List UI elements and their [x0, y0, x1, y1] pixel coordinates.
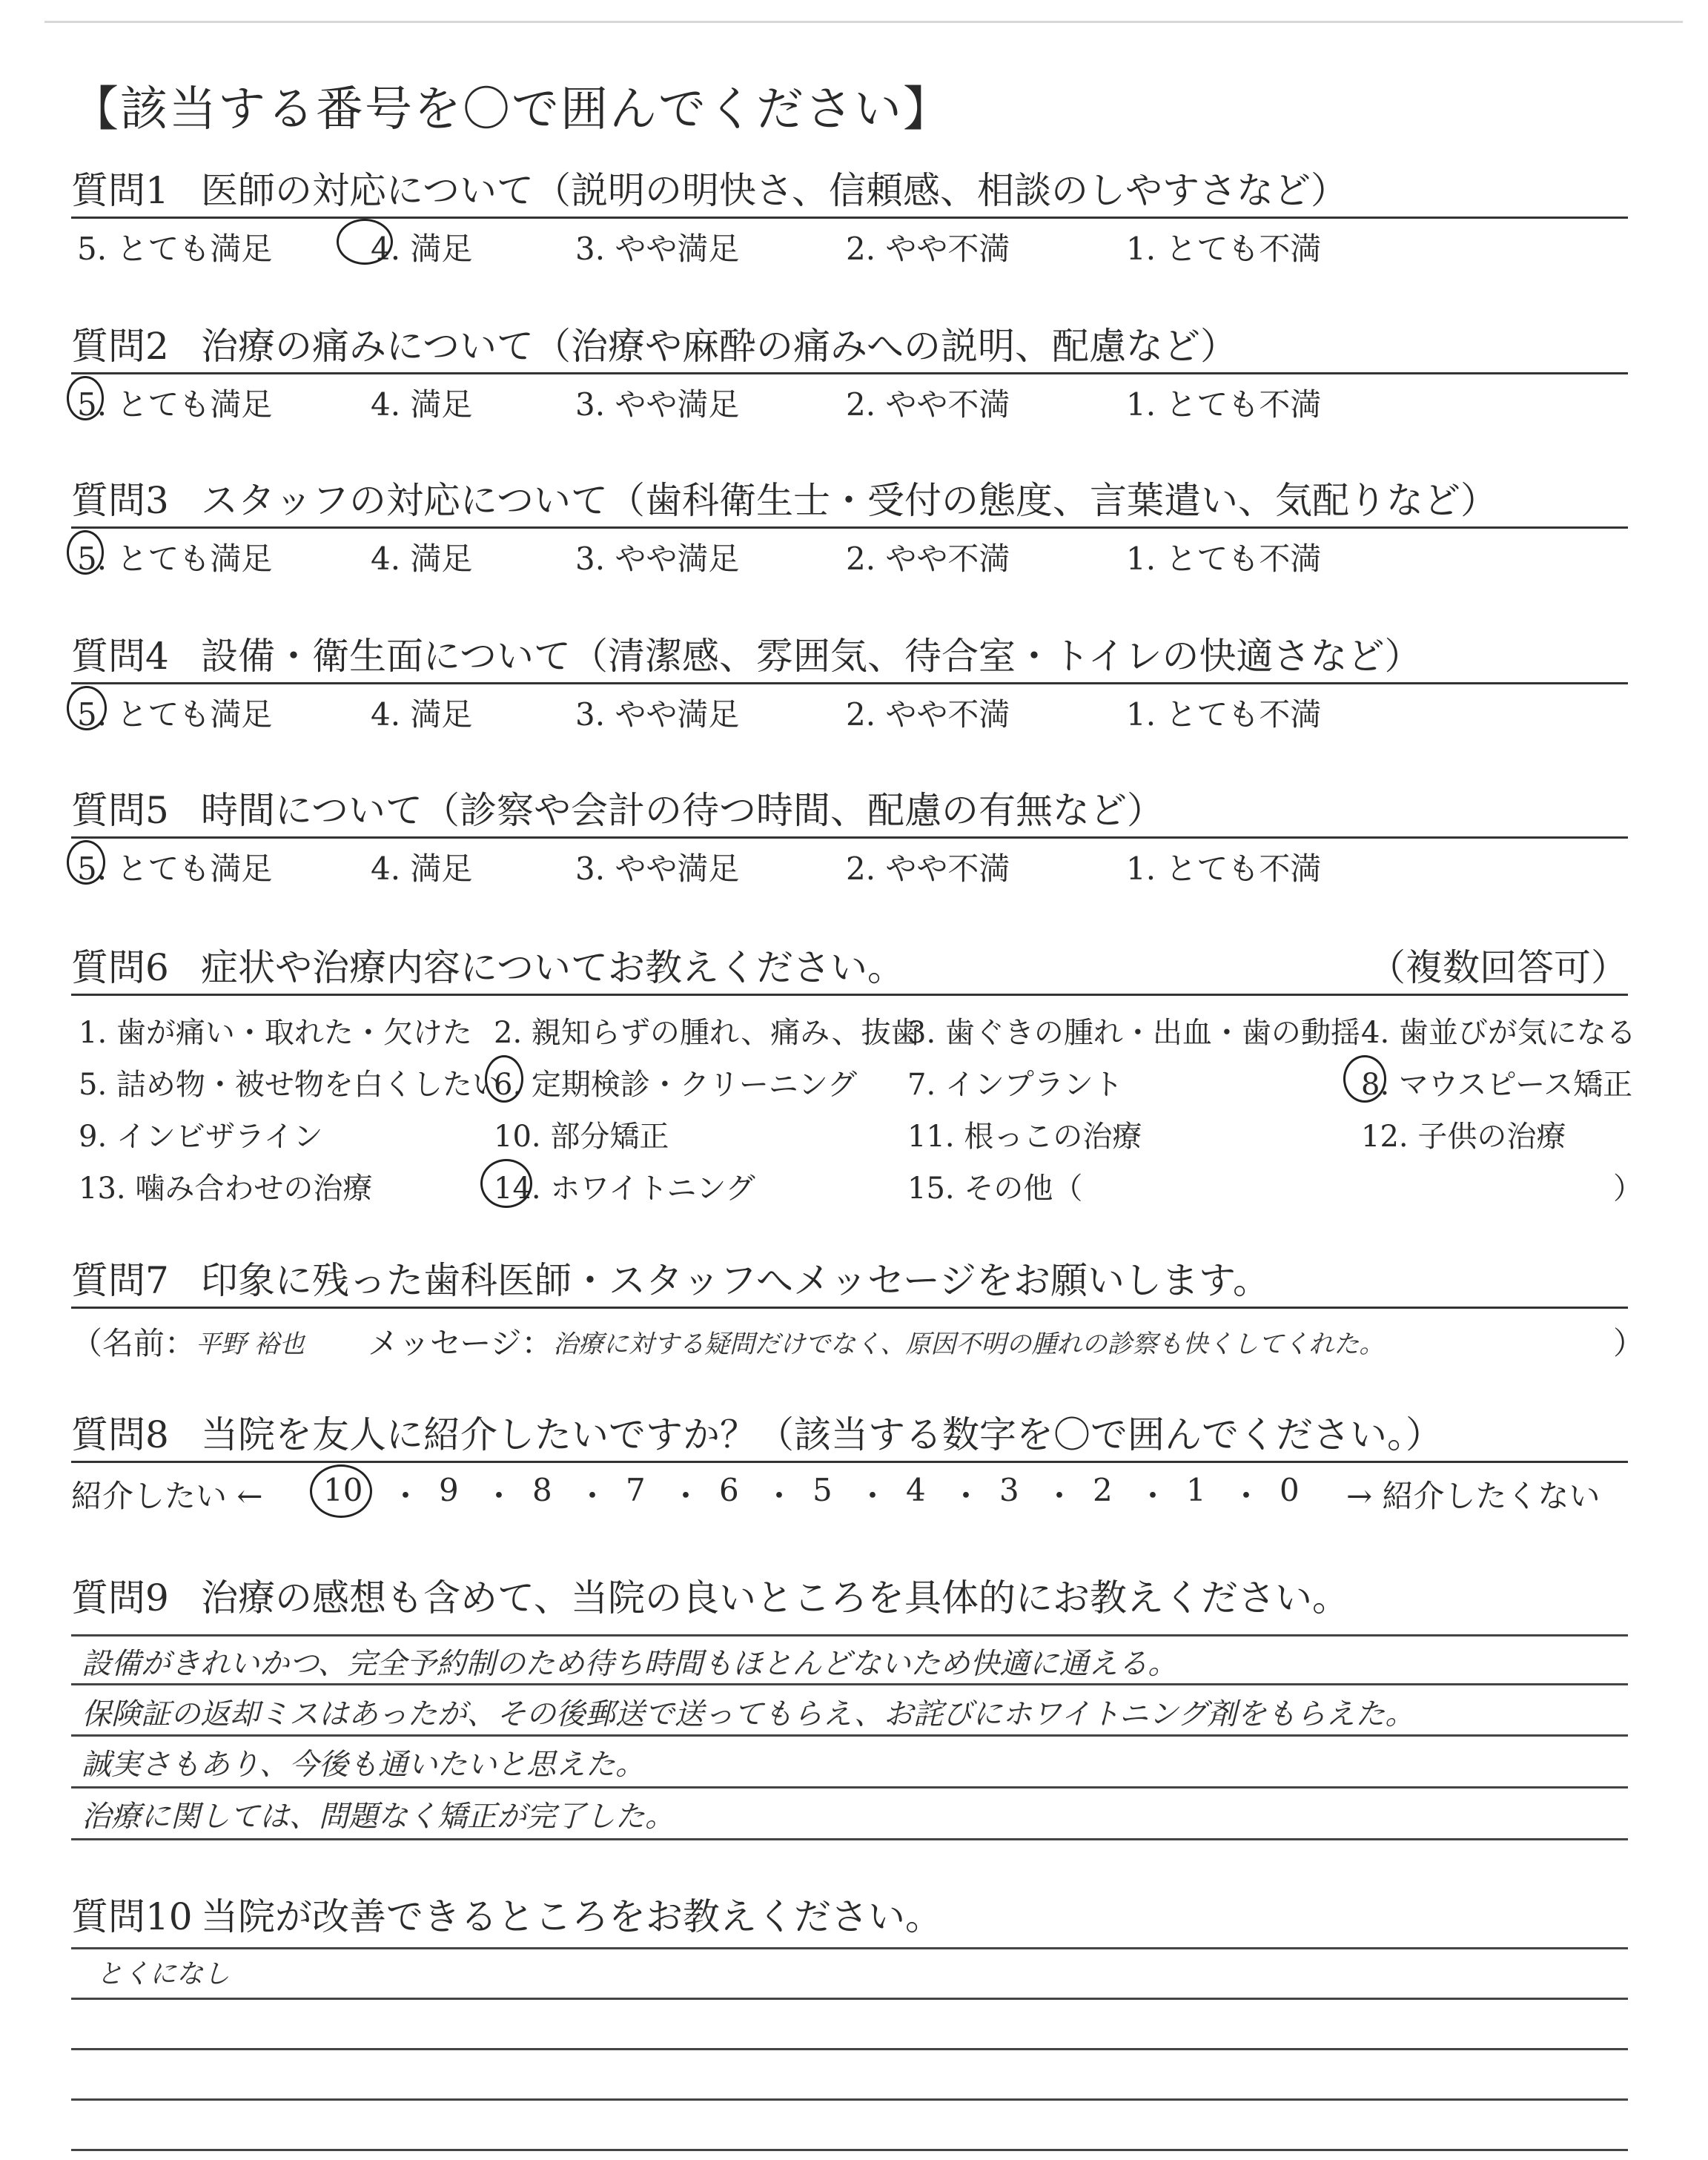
option-4[interactable]: 4. 満足	[371, 696, 473, 733]
answer-line	[71, 2149, 1628, 2151]
selection-circle	[480, 1159, 532, 1208]
answer-text-line[interactable]: 設備がきれいかつ、完全予約制のため待ち時間もほとんどないため快適に通える。	[82, 1647, 1178, 1681]
name-label: （名前：	[71, 1325, 196, 1361]
scale-dot: ・	[1231, 1478, 1262, 1514]
symptom-option-15[interactable]: 15. その他（	[907, 1172, 1083, 1206]
selection-circle	[67, 376, 104, 420]
scale-dot: ・	[577, 1478, 609, 1514]
selection-circle	[485, 1055, 523, 1103]
symptom-option-1[interactable]: 1. 歯が痛い・取れた・欠けた	[79, 1016, 472, 1050]
question-title: 治療の痛みについて（治療や麻酔の痛みへの説明、配慮など）	[201, 325, 1237, 368]
question-number: 質問9	[71, 1576, 169, 1619]
answer-line	[71, 1947, 1628, 1949]
option-3[interactable]: 3. やや満足	[575, 541, 740, 577]
question-5	[71, 785, 1628, 891]
symptom-option-4[interactable]: 4. 歯並びが気になる	[1361, 1016, 1636, 1050]
scale-left-label: 紹介したい ←	[71, 1478, 263, 1514]
scale-dot: ・	[950, 1478, 982, 1514]
answer-text-line[interactable]: 誠実さもあり、今後も通いたいと思えた。	[82, 1748, 645, 1782]
question-number: 質問10	[71, 1895, 193, 1938]
scale-right-label: → 紹介したくない	[1346, 1478, 1601, 1514]
selection-circle	[67, 686, 107, 730]
question-number: 質問3	[71, 479, 169, 522]
option-1[interactable]: 1. とても不満	[1126, 231, 1322, 267]
symptom-option-5[interactable]: 5. 詰め物・被せ物を白くしたい	[79, 1068, 502, 1102]
question-number: 質問5	[71, 789, 169, 832]
scale-dot: ・	[1137, 1478, 1169, 1514]
option-3[interactable]: 3. やや満足	[575, 851, 740, 887]
answer-line	[71, 1786, 1628, 1789]
question-number: 質問7	[71, 1259, 169, 1302]
scale-1[interactable]: 1	[1186, 1472, 1206, 1508]
question-3	[71, 475, 1628, 581]
option-2[interactable]: 2. やや不満	[846, 231, 1010, 267]
symptom-option-14[interactable]: 14. ホワイトニング	[494, 1172, 755, 1206]
other-close-paren: ）	[1613, 1172, 1643, 1206]
answer-line	[71, 1634, 1628, 1636]
referral-scale	[71, 1463, 1628, 1522]
rating-options	[71, 529, 1628, 581]
question-title: スタッフの対応について（歯科衛生士・受付の態度、言葉遣い、気配りなど）	[201, 479, 1497, 522]
question-title: 設備・衛生面について（清潔感、雰囲気、待合室・トイレの快適さなど）	[201, 635, 1422, 678]
rating-options	[71, 374, 1628, 426]
top-border	[44, 21, 1683, 23]
scale-10[interactable]: 10	[323, 1472, 363, 1508]
answer-line	[71, 2048, 1628, 2050]
question-title: 医師の対応について（説明の明快さ、信頼感、相談のしやすさなど）	[201, 169, 1348, 212]
option-1[interactable]: 1. とても不満	[1126, 696, 1322, 733]
question-8	[71, 1409, 1628, 1522]
option-1[interactable]: 1. とても不満	[1126, 386, 1322, 423]
question-title: 治療の感想も含めて、当院の良いところを具体的にお教えください。	[201, 1576, 1349, 1619]
option-5[interactable]: 5. とても満足	[77, 231, 273, 267]
symptom-option-9[interactable]: 9. インビザライン	[79, 1120, 323, 1154]
message-close-paren: ）	[1613, 1325, 1645, 1361]
message-label: メッセージ：	[368, 1325, 553, 1361]
scale-6[interactable]: 6	[719, 1472, 739, 1508]
answer-line	[71, 1838, 1628, 1840]
scale-8[interactable]: 8	[532, 1472, 552, 1508]
multiple-answers-note: （複数回答可）	[1368, 946, 1628, 989]
scale-4[interactable]: 4	[906, 1472, 926, 1508]
answer-text-line[interactable]: 治療に関しては、問題なく矯正が完了した。	[82, 1800, 675, 1834]
option-3[interactable]: 3. やや満足	[575, 696, 740, 733]
scale-5[interactable]: 5	[812, 1472, 833, 1508]
symptom-option-13[interactable]: 13. 噛み合わせの治療	[79, 1172, 373, 1206]
scale-dot: ・	[390, 1478, 422, 1514]
question-7	[71, 1255, 1645, 1368]
question-title: 当院が改善できるところをお教えください。	[201, 1895, 942, 1938]
message-row	[71, 1309, 1645, 1368]
question-number: 質問2	[71, 325, 169, 368]
question-4	[71, 630, 1628, 736]
question-title: 印象に残った歯科医師・スタッフへメッセージをお願いします。	[201, 1259, 1270, 1302]
rating-options	[71, 684, 1628, 736]
option-4[interactable]: 4. 満足	[371, 231, 473, 267]
question-number: 質問6	[71, 946, 169, 989]
symptom-option-6[interactable]: 6. 定期検診・クリーニング	[494, 1068, 858, 1102]
option-1[interactable]: 1. とても不満	[1126, 541, 1322, 577]
name-value[interactable]: 平野 裕也	[196, 1330, 305, 1359]
option-5[interactable]: 5. とても満足	[77, 541, 273, 577]
answer-text-line[interactable]: 保険証の返却ミスはあったが、その後郵送で送ってもらえ、お詫びにホワイトニング剤をもらえた。	[82, 1697, 1415, 1731]
option-5[interactable]: 5. とても満足	[77, 696, 273, 733]
option-4[interactable]: 4. 満足	[371, 541, 473, 577]
question-1	[71, 165, 1628, 271]
scale-7[interactable]: 7	[626, 1472, 646, 1508]
scale-2[interactable]: 2	[1093, 1472, 1113, 1508]
rating-options	[71, 839, 1628, 891]
scale-9[interactable]: 9	[439, 1472, 459, 1508]
symptom-options	[71, 996, 1643, 1211]
question-10	[71, 1891, 1628, 1943]
symptom-option-2[interactable]: 2. 親知らずの腫れ、痛み、抜歯	[494, 1016, 921, 1050]
question-2	[71, 320, 1628, 426]
question-6	[71, 942, 1643, 1211]
symptom-option-3[interactable]: 3. 歯ぐきの腫れ・出血・歯の動揺	[907, 1016, 1360, 1050]
scale-dot: ・	[857, 1478, 889, 1514]
page-title: 【該当する番号を〇で囲んでください】	[71, 82, 952, 137]
question-number: 質問4	[71, 635, 169, 678]
option-5[interactable]: 5. とても満足	[77, 386, 273, 423]
answer-line	[71, 1734, 1628, 1737]
option-1[interactable]: 1. とても不満	[1126, 851, 1322, 887]
selection-circle	[310, 1464, 372, 1518]
option-4[interactable]: 4. 満足	[371, 386, 473, 423]
scale-dot: ・	[1044, 1478, 1076, 1514]
answer-line	[71, 1683, 1628, 1685]
selection-circle	[337, 219, 393, 265]
option-2[interactable]: 2. やや不満	[846, 696, 1010, 733]
question-title: 時間について（診察や会計の待つ時間、配慮の有無など）	[201, 789, 1164, 832]
option-2[interactable]: 2. やや不満	[846, 851, 1010, 887]
scale-dot: ・	[670, 1478, 702, 1514]
symptom-option-11[interactable]: 11. 根っこの治療	[907, 1120, 1142, 1154]
symptom-option-12[interactable]: 12. 子供の治療	[1361, 1120, 1566, 1154]
option-3[interactable]: 3. やや満足	[575, 231, 740, 267]
answer-line	[71, 1998, 1628, 2000]
question-9	[71, 1572, 1628, 1624]
option-5[interactable]: 5. とても満足	[77, 851, 273, 887]
scale-3[interactable]: 3	[999, 1472, 1019, 1508]
rating-options	[71, 219, 1628, 271]
option-4[interactable]: 4. 満足	[371, 851, 473, 887]
selection-circle	[1343, 1055, 1386, 1103]
symptom-option-8[interactable]: 8. マウスピース矯正	[1361, 1068, 1633, 1102]
message-value[interactable]: 治療に対する疑問だけでなく、原因不明の腫れの診察も快くしてくれた。	[553, 1330, 1385, 1359]
option-2[interactable]: 2. やや不満	[846, 541, 1010, 577]
question-title: 当院を友人に紹介したいですか？（該当する数字を〇で囲んでください。）	[201, 1413, 1443, 1456]
option-3[interactable]: 3. やや満足	[575, 386, 740, 423]
answer-text-line[interactable]: とくになし	[96, 1959, 231, 1989]
scale-dot: ・	[483, 1478, 515, 1514]
scale-0[interactable]: 0	[1280, 1472, 1300, 1508]
question-number: 質問1	[71, 169, 169, 212]
option-2[interactable]: 2. やや不満	[846, 386, 1010, 423]
answer-line	[71, 2098, 1628, 2101]
question-number: 質問8	[71, 1413, 169, 1456]
symptom-option-10[interactable]: 10. 部分矯正	[494, 1120, 669, 1154]
question-title: 症状や治療内容についてお教えください。	[201, 946, 904, 989]
scale-dot: ・	[764, 1478, 795, 1514]
selection-circle	[67, 840, 105, 885]
symptom-option-7[interactable]: 7. インプラント	[907, 1068, 1123, 1102]
selection-circle	[67, 530, 104, 575]
